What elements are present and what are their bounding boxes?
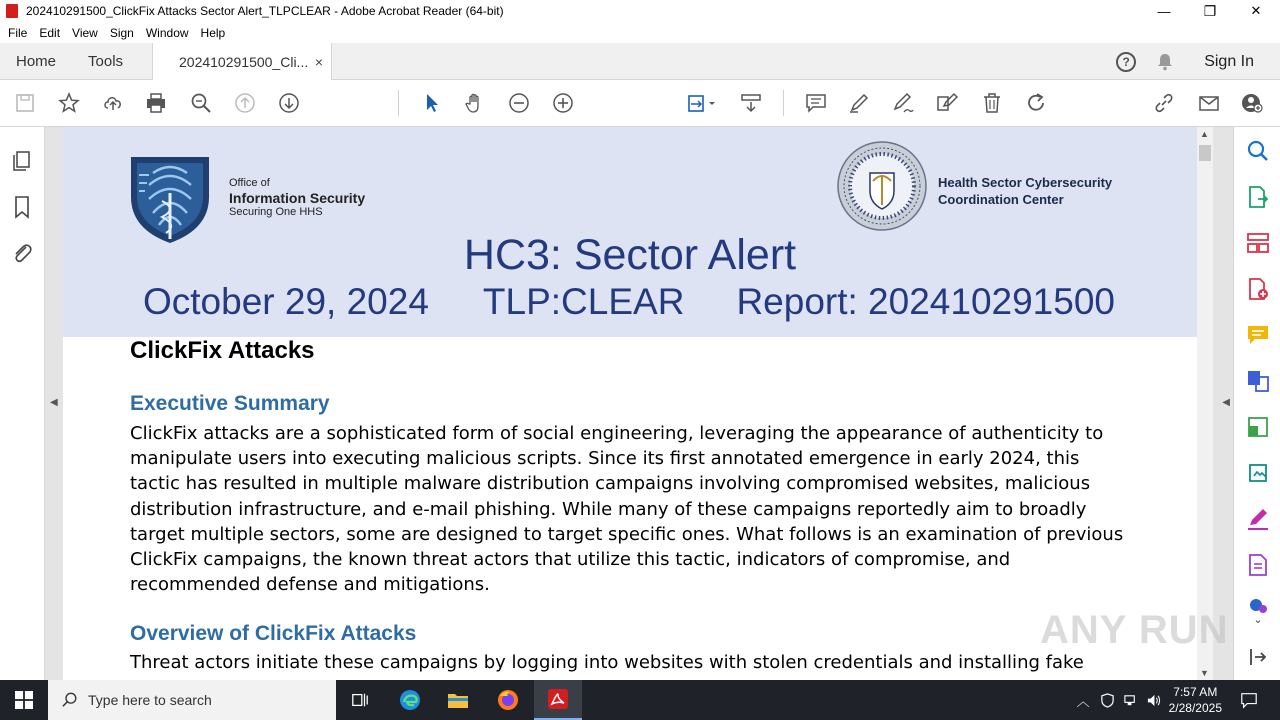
menu-help[interactable]: Help <box>200 25 226 40</box>
save-icon[interactable] <box>13 91 37 115</box>
firefox-icon[interactable] <box>484 680 532 720</box>
fill-sign-icon[interactable] <box>1246 507 1270 531</box>
hc3-name-text <box>938 175 1112 209</box>
menu-bar <box>0 22 1280 43</box>
close-tab-button[interactable]: × <box>314 54 323 70</box>
share-link-icon[interactable] <box>1152 91 1176 115</box>
clock-date: 2/28/2025 <box>1168 701 1222 715</box>
executive-summary-heading: Executive Summary <box>130 392 330 415</box>
file-explorer-icon[interactable] <box>434 680 482 720</box>
print-icon[interactable] <box>144 91 168 115</box>
menu-edit[interactable]: Edit <box>39 25 61 40</box>
minimize-button[interactable]: — <box>1157 3 1171 19</box>
protect-document-icon[interactable] <box>1246 553 1270 577</box>
search-tool-icon[interactable] <box>1246 139 1270 163</box>
collapse-tools-pane-icon[interactable] <box>1246 645 1270 669</box>
report-number: Report: 202410291500 <box>736 281 1115 322</box>
task-view-icon[interactable] <box>336 680 384 720</box>
export-pdf-icon[interactable] <box>1246 185 1270 209</box>
toolbar-divider <box>783 90 784 116</box>
document-tab-label: 202410291500_Cli... <box>179 54 309 70</box>
clock[interactable] <box>1169 684 1222 716</box>
next-page-icon[interactable] <box>277 91 301 115</box>
overview-heading: Overview of ClickFix Attacks <box>130 622 417 645</box>
scan-ocr-icon[interactable] <box>1246 461 1270 485</box>
comment-icon[interactable] <box>804 91 828 115</box>
scroll-down-icon[interactable]: ▼ <box>1200 668 1209 678</box>
maximize-button[interactable]: ❐ <box>1203 2 1217 19</box>
network-icon[interactable] <box>1123 693 1138 708</box>
edge-browser-icon[interactable] <box>386 680 434 720</box>
hand-tool-icon[interactable] <box>463 91 487 115</box>
tlp-label: TLP:CLEAR <box>482 281 685 322</box>
notification-bell-icon[interactable] <box>1156 53 1174 71</box>
email-icon[interactable] <box>1197 91 1221 115</box>
alert-meta-line <box>143 281 1115 323</box>
rotate-icon[interactable] <box>1024 91 1048 115</box>
windows-logo-icon <box>15 691 33 709</box>
clock-time: 7:57 AM <box>1173 684 1218 699</box>
edit-pdf-icon[interactable] <box>935 91 959 115</box>
close-window-button[interactable]: ✕ <box>1250 3 1262 18</box>
tray-overflow-chevron-icon[interactable]: ︿ <box>1076 693 1090 709</box>
notification-center-icon[interactable] <box>1240 691 1258 709</box>
select-cursor-icon[interactable] <box>420 91 444 115</box>
ois-line-1: Office of <box>229 177 270 189</box>
start-button[interactable] <box>0 680 48 720</box>
star-icon[interactable] <box>57 91 81 115</box>
page-thumbnails-icon[interactable] <box>10 149 34 173</box>
right-tools-panel <box>1233 127 1280 680</box>
overview-body: Threat actors initiate these campaigns by logging into websites with stolen credentials and installing fake <box>130 652 1084 673</box>
draw-sign-icon[interactable] <box>891 91 915 115</box>
compress-pdf-icon[interactable] <box>1246 415 1270 439</box>
acrobat-taskbar-icon[interactable] <box>534 680 582 720</box>
menu-window[interactable]: Window <box>145 25 189 40</box>
ois-line-3: Securing One HHS <box>229 205 323 218</box>
window-title: 202410291500_ClickFix Attacks Sector Alert_TLPCLEAR - Adobe Acrobat Reader (64-bit) <box>26 4 504 18</box>
tab-document[interactable] <box>152 43 332 81</box>
previous-page-icon[interactable] <box>233 91 257 115</box>
add-user-icon[interactable] <box>1240 91 1264 115</box>
scrollbar-thumb[interactable] <box>1199 145 1211 161</box>
collapse-right-panel-icon[interactable]: ◀ <box>1222 397 1230 408</box>
tab-home[interactable]: Home <box>16 52 57 70</box>
scroll-mode-icon[interactable] <box>739 91 763 115</box>
acrobat-app-icon <box>6 4 18 18</box>
expand-more-chevron-icon[interactable]: ⌄ <box>1253 614 1263 626</box>
comment-tool-icon[interactable] <box>1246 323 1270 347</box>
hc3-seal-logo <box>837 141 927 231</box>
cloud-upload-icon[interactable] <box>101 91 125 115</box>
vertical-scrollbar[interactable] <box>1197 127 1213 680</box>
search-icon <box>62 692 78 708</box>
left-navigation-panel <box>0 127 45 680</box>
hc3-name-line-2: Coordination Center <box>938 191 1064 207</box>
bookmark-icon[interactable] <box>10 195 34 219</box>
taskbar-search-box[interactable] <box>48 680 336 720</box>
windows-taskbar <box>0 680 1280 720</box>
security-shield-icon[interactable] <box>1100 693 1115 708</box>
alert-title: HC3: Sector Alert <box>463 231 797 279</box>
search-placeholder: Type here to search <box>88 692 212 708</box>
zoom-out-icon[interactable] <box>507 91 531 115</box>
alert-header-band <box>63 127 1197 337</box>
ois-line-2: Information Security <box>229 189 366 206</box>
attachment-icon[interactable] <box>10 241 34 265</box>
document-heading: ClickFix Attacks <box>130 337 315 364</box>
pdf-page <box>63 127 1197 680</box>
combine-files-icon[interactable] <box>1246 369 1270 393</box>
sign-in-button[interactable]: Sign In <box>1204 52 1254 70</box>
document-viewer[interactable] <box>45 127 1233 680</box>
tab-tools[interactable]: Tools <box>88 52 124 70</box>
title-bar <box>0 0 1280 22</box>
executive-summary-body: ClickFix attacks are a sophisticated form of social engineering, leveraging the appearance of authenticity to manipulate users into executing malicious scripts. Since its first annotated emergence in early 2024, this tactic has resulted in multiple malware distribution campaigns involving compromised websites, malicious distribution infrastructure, and e-mail phishing. While many of these campaigns reportedly aim to broadly target multiple sectors, some are designed to target specific ones. What follows is an examination of previous ClickFix campaigns, the known threat actors that utilize this tactic, indicators of compromise, and recommended defense and mitigations. <box>130 423 1124 596</box>
create-pdf-icon[interactable] <box>1246 277 1270 301</box>
scroll-up-icon[interactable]: ▲ <box>1200 129 1209 139</box>
page-fit-icon[interactable] <box>685 91 719 115</box>
collapse-left-panel-icon[interactable]: ◀ <box>50 397 58 408</box>
zoom-in-icon[interactable] <box>551 91 575 115</box>
menu-file[interactable]: File <box>8 25 28 40</box>
alert-date: October 29, 2024 <box>143 281 429 322</box>
find-icon[interactable] <box>189 91 213 115</box>
system-tray <box>1077 680 1280 720</box>
anyrun-watermark: ANY RUN <box>1040 608 1229 652</box>
delete-icon[interactable] <box>980 91 1004 115</box>
highlight-pen-icon[interactable] <box>847 91 871 115</box>
main-toolbar <box>0 80 1280 127</box>
organize-pages-icon[interactable] <box>1246 231 1270 255</box>
help-icon[interactable]: ? <box>1116 52 1136 72</box>
tab-bar <box>0 43 1280 80</box>
hc3-name-line-1: Health Sector Cybersecurity <box>938 175 1113 190</box>
volume-icon[interactable] <box>1146 693 1161 708</box>
office-of-information-security-text <box>229 177 365 218</box>
menu-view[interactable]: View <box>72 25 98 40</box>
toolbar-divider <box>398 90 399 116</box>
menu-sign[interactable]: Sign <box>109 25 134 40</box>
